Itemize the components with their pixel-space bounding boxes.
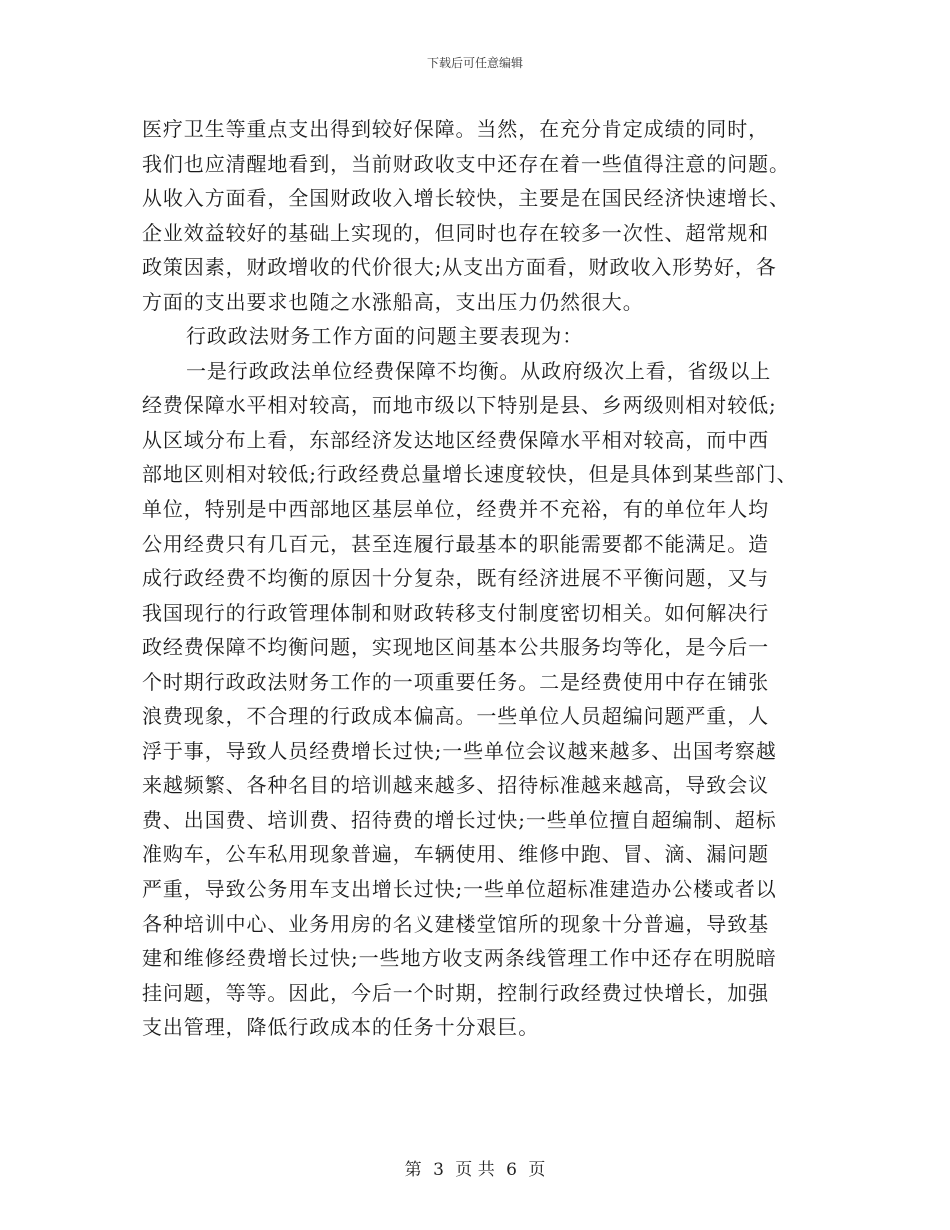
text-line: 政策因素，财政增收的代价很大;从支出方面看，财政收入形势好，各 [142, 255, 777, 280]
page-footer [0, 1155, 950, 1180]
text-line: 浪费现象，不合理的行政成本偏高。一些单位人员超编问题严重，人 [142, 704, 769, 729]
text-line: 建和维修经费增长过快;一些地方收支两条线管理工作中还存在明脱暗 [142, 946, 777, 971]
body-text [142, 112, 832, 1045]
text-line: 挂问题，等等。因此，今后一个时期，控制行政经费过快增长，加强 [142, 980, 769, 1005]
text-line: 浮于事，导致人员经费增长过快;一些单位会议越来越多、出国考察越 [142, 738, 777, 763]
current-page-number: 3 [433, 1160, 444, 1180]
text-line: 公用经费只有几百元，甚至连履行最基本的职能需要都不能满足。造 [142, 531, 769, 556]
text-line: 从区域分布上看，东部经济发达地区经费保障水平相对较高，而中西 [142, 427, 769, 452]
text-line: 费、出国费、培训费、招待费的增长过快;一些单位擅自超编制、超标 [142, 807, 777, 832]
paragraph-start-line: 行政政法财务工作方面的问题主要表现为： [186, 324, 584, 349]
text-line: 我国现行的行政管理体制和财政转移支付制度密切相关。如何解决行 [142, 600, 769, 625]
text-line: 方面的支出要求也随之水涨船高，支出压力仍然很大。 [142, 289, 644, 314]
text-line: 严重，导致公务用车支出增长过快;一些单位超标准建造办公楼或者以 [142, 877, 777, 902]
text-line: 我们也应清醒地看到，当前财政收支中还存在着一些值得注意的问题。 [142, 151, 790, 176]
page-header: 下载后可任意编辑 [426, 56, 523, 70]
footer-suffix: 页 [528, 1160, 546, 1180]
text-line: 企业效益较好的基础上实现的，但同时也存在较多一次性、超常规和 [142, 220, 769, 245]
text-line: 单位，特别是中西部地区基层单位，经费并不充裕，有的单位年人均 [142, 497, 769, 522]
text-line: 经费保障水平相对较高，而地市级以下特别是县、乡两级则相对较低; [142, 393, 777, 418]
text-line: 来越频繁、各种名目的培训越来越多、招待标准越来越高，导致会议 [142, 773, 769, 798]
text-line: 个时期行政政法财务工作的一项重要任务。二是经费使用中存在铺张 [142, 669, 769, 694]
text-line: 支出管理，降低行政成本的任务十分艰巨。 [142, 1015, 540, 1040]
footer-middle: 页 共 [455, 1160, 495, 1180]
footer-prefix: 第 [404, 1160, 422, 1180]
text-line: 从收入方面看，全国财政收入增长较快，主要是在国民经济快速增长、 [142, 186, 790, 211]
text-line: 各种培训中心、业务用房的名义建楼堂馆所的现象十分普遍，导致基 [142, 911, 769, 936]
text-line: 准购车，公车私用现象普遍，车辆使用、维修中跑、冒、滴、漏问题 [142, 842, 769, 867]
text-line: 成行政经费不均衡的原因十分复杂，既有经济进展不平衡问题，又与 [142, 566, 769, 591]
text-line: 医疗卫生等重点支出得到较好保障。当然，在充分肯定成绩的同时， [142, 117, 769, 141]
total-page-count: 6 [506, 1160, 517, 1180]
text-line: 政经费保障不均衡问题，实现地区间基本公共服务均等化，是今后一 [142, 635, 769, 660]
text-line: 部地区则相对较低;行政经费总量增长速度较快，但是具体到某些部门、 [142, 462, 798, 487]
paragraph-start-line: 一是行政政法单位经费保障不均衡。从政府级次上看，省级以上 [186, 358, 772, 383]
